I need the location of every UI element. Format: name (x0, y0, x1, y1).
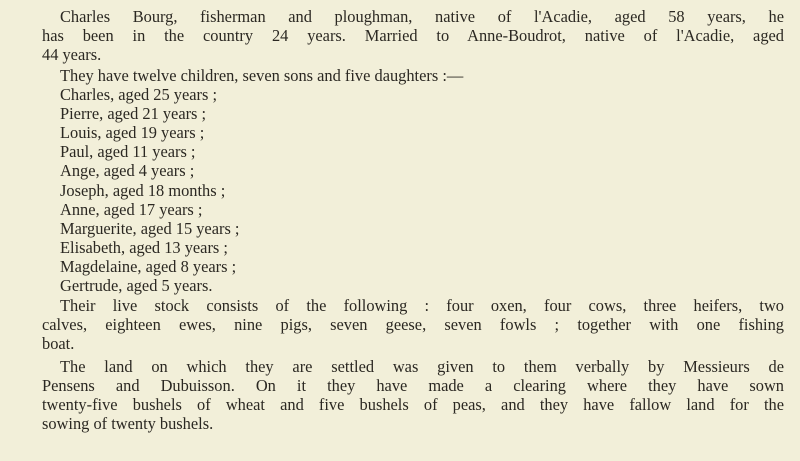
para1-line3: 44 years. (42, 45, 102, 64)
land-line4: sowing of twenty bushels. (42, 414, 214, 433)
child-entry: Marguerite, aged 15 years ; (60, 219, 240, 238)
livestock-line3: boat. (42, 334, 75, 353)
land-line2: Pensens and Dubuisson. On it they have made a clearing where they have sown (42, 376, 784, 395)
child-entry: Magdelaine, aged 8 years ; (60, 257, 237, 276)
para1-line1: Charles Bourg, fisherman and ploughman, native of l'Acadie, aged 58 years, he (60, 7, 784, 26)
child-entry: Joseph, aged 18 months ; (60, 181, 226, 200)
child-entry: Louis, aged 19 years ; (60, 123, 205, 142)
child-entry: Gertrude, aged 5 years. (60, 276, 213, 295)
livestock-line2: calves, eighteen ewes, nine pigs, seven geese, seven fowls ; together with one fishing (42, 315, 784, 334)
child-entry: Elisabeth, aged 13 years ; (60, 238, 228, 257)
child-entry: Charles, aged 25 years ; (60, 85, 218, 104)
children-intro: They have twelve children, seven sons and five daughters :— (60, 66, 464, 85)
child-entry: Paul, aged 11 years ; (60, 142, 196, 161)
child-entry: Pierre, aged 21 years ; (60, 104, 207, 123)
child-entry: Ange, aged 4 years ; (60, 161, 195, 180)
land-line1: The land on which they are settled was given to them verbally by Messieurs de (60, 357, 784, 376)
livestock-line1: Their live stock consists of the following : four oxen, four cows, three heifers, two (60, 296, 784, 315)
child-entry: Anne, aged 17 years ; (60, 200, 203, 219)
para1-line2: has been in the country 24 years. Married to Anne-Boudrot, native of l'Acadie, aged (42, 26, 784, 45)
land-line3: twenty-five bushels of wheat and five bushels of peas, and they have fallow land for the (42, 395, 784, 414)
